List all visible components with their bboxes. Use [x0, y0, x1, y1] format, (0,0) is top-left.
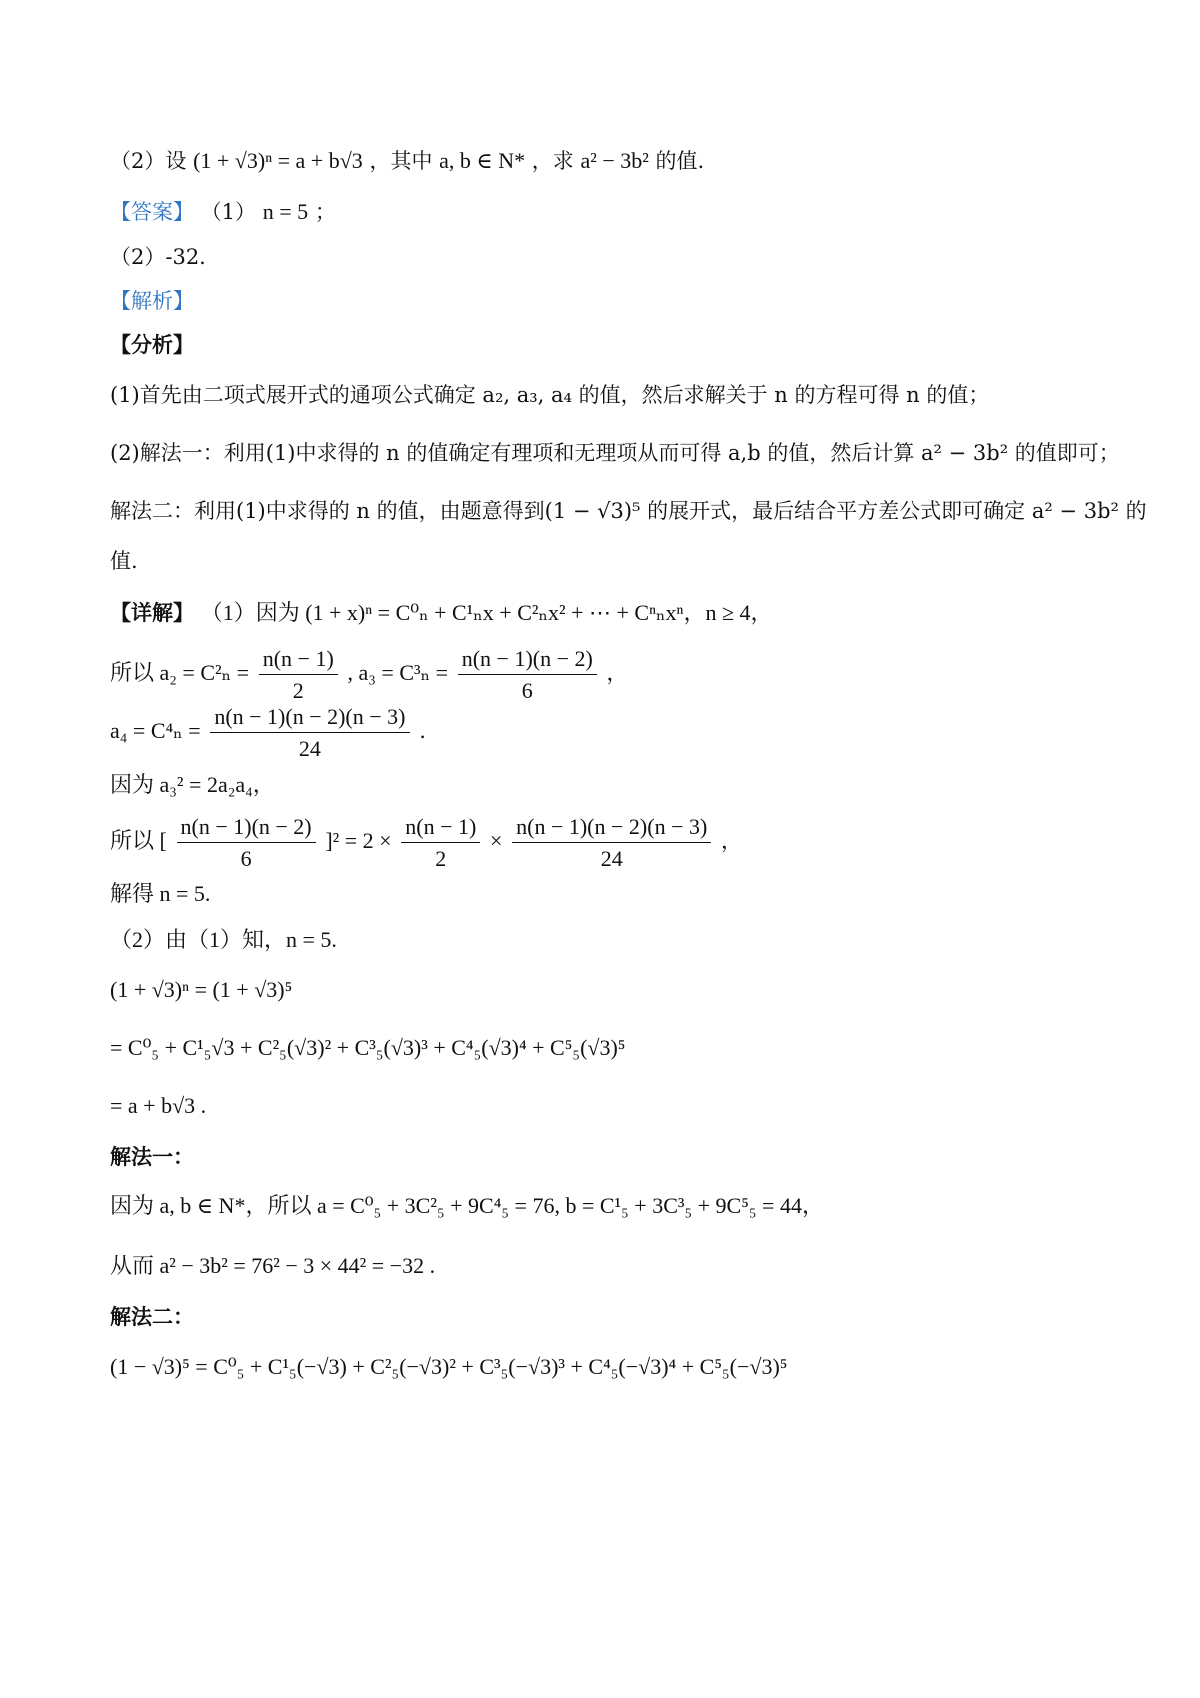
expansion-line-2: = C⁰₅ + C¹₅√3 + C²₅(√3)² + C³₅(√3)³ + C⁴₅(√3)⁴ + C⁵₅(√3)⁵: [110, 1035, 626, 1060]
a4-denominator: 24: [298, 736, 321, 761]
equation-fraction-1-numerator: n(n − 1)(n − 2): [177, 814, 316, 843]
method2-line-1: (1 − √3)⁵ = C⁰₅ + C¹₅(−√3) + C²₅(−√3)² + C³₅(−√3)³ + C⁴₅(−√3)⁴ + C⁵₅(−√3)⁵: [110, 1354, 788, 1379]
answer-part1-value: n = 5: [262, 199, 309, 224]
equation-fraction-2-numerator: n(n − 1): [401, 814, 480, 843]
a2-prefix: 所以 a₂ = C²ₙ =: [110, 660, 250, 685]
question-suffix: 的值.: [655, 149, 705, 173]
a4-numerator: n(n − 1)(n − 2)(n − 3): [210, 704, 409, 733]
part2-intro: （2）由（1）知，n = 5.: [110, 927, 337, 952]
equation-fraction-2-denominator: 2: [435, 846, 447, 871]
question-label: （2）设: [110, 149, 187, 173]
equation-fraction-1: [177, 814, 316, 871]
equation-fraction-2: [401, 814, 480, 871]
answer-part1-end: ；: [314, 200, 336, 224]
equation-line: [110, 814, 1120, 871]
fenxi-paragraph-1: (1)首先由二项式展开式的通项公式确定 a₂, a₃, a₄ 的值，然后求解关于 n 的方程可得 n 的值；: [110, 383, 990, 407]
jiexi-tag: 【解析】: [110, 289, 194, 313]
a2-fraction: [259, 646, 338, 703]
question-ask-prefix: ，求: [531, 149, 574, 173]
question-condition-prefix: ，其中: [369, 149, 433, 173]
a4-line: [110, 704, 1120, 761]
answer-part1-label: （1）: [200, 200, 257, 224]
binomial-expansion: （1）因为 (1 + x)ⁿ = C⁰ₙ + C¹ₙx + C²ₙx² + ⋯ + Cⁿₙxⁿ，n ≥ 4，: [200, 600, 773, 625]
answer-line: [110, 197, 1120, 227]
method2-title: 解法二：: [110, 1304, 194, 1329]
question-line: [110, 146, 1120, 176]
method1-line-2: 从而 a² − 3b² = 76² − 3 × 44² = −32 .: [110, 1253, 436, 1278]
a3-fraction: [458, 646, 597, 703]
equation-fraction-3-numerator: n(n − 1)(n − 2)(n − 3): [512, 814, 711, 843]
a3-prefix: , a₃ = C³ₙ =: [347, 660, 449, 685]
method1-line-1: 因为 a, b ∈ N*，所以 a = C⁰₅ + 3C²₅ + 9C⁴₅ = 76, b = C¹₅ + 3C³₅ + 9C⁵₅ = 44，: [110, 1193, 824, 1218]
equation-mid-1: ]² = 2 ×: [325, 828, 392, 853]
a4-fraction: [210, 704, 409, 761]
a4-end: .: [419, 719, 426, 743]
equation-fraction-3: [512, 814, 711, 871]
question-condition: a, b ∈ N*: [439, 148, 526, 173]
equation-mid-2: ×: [490, 828, 503, 853]
a4-prefix: a₄ = C⁴ₙ =: [110, 718, 201, 743]
expansion-line-1: (1 + √3)ⁿ = (1 + √3)⁵: [110, 977, 293, 1002]
equation-fraction-1-denominator: 6: [240, 846, 252, 871]
question-expression: (1 + √3)ⁿ = a + b√3: [193, 148, 363, 173]
xiangjie-line-1: [110, 598, 1120, 628]
answer-part2: （2）-32.: [110, 245, 206, 269]
answer-tag: 【答案】: [110, 200, 194, 224]
fenxi-paragraph-3: 解法二：利用(1)中求得的 n 的值，由题意得到(1 − √3)⁵ 的展开式，最后结合平方差公式即可确定 a² − 3b² 的: [110, 499, 1147, 523]
xiangjie-tag: 【详解】: [110, 600, 194, 625]
equation-prefix: 所以 [: [110, 828, 167, 853]
expansion-line-3: = a + b√3 .: [110, 1093, 207, 1118]
a2-a3-line: [110, 646, 1120, 703]
equation-end: ，: [721, 829, 742, 853]
a3-numerator: n(n − 1)(n − 2): [458, 646, 597, 675]
a3-end: ，: [606, 661, 628, 685]
since-line: 因为 a₃² = 2a₂a₄，: [110, 772, 275, 797]
question-target: a² − 3b²: [580, 148, 649, 173]
a3-denominator: 6: [521, 678, 533, 703]
fenxi-paragraph-2: (2)解法一：利用(1)中求得的 n 的值确定有理项和无理项从而可得 a,b 的值，然后计算 a² − 3b² 的值即可；: [110, 441, 1120, 465]
a2-denominator: 2: [292, 678, 304, 703]
a2-numerator: n(n − 1): [259, 646, 338, 675]
solve-line: 解得 n = 5.: [110, 881, 211, 906]
fenxi-paragraph-4: 值.: [110, 549, 138, 573]
equation-fraction-3-denominator: 24: [600, 846, 623, 871]
fenxi-tag: 【分析】: [110, 332, 194, 357]
method1-title: 解法一：: [110, 1144, 194, 1169]
